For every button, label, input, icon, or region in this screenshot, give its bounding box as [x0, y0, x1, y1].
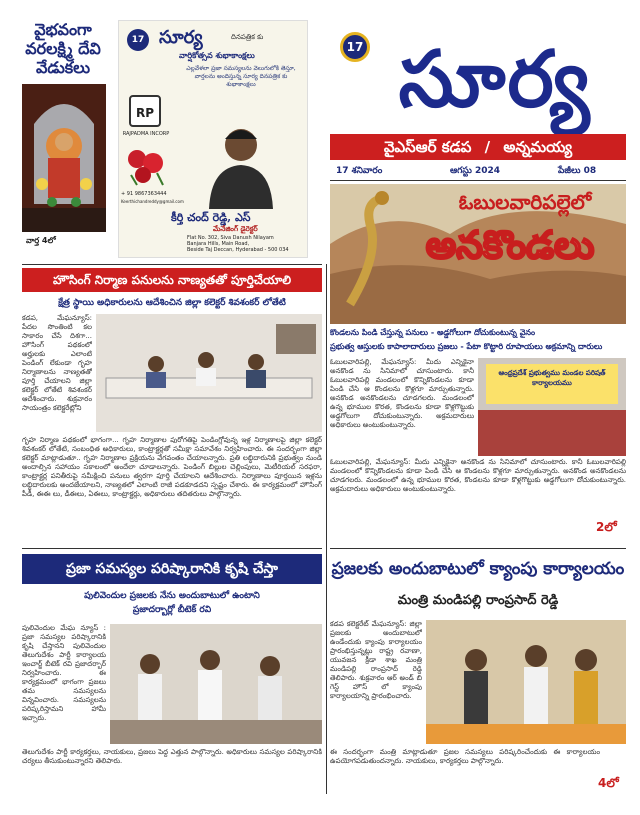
- praja-top-rule: [22, 548, 322, 549]
- camp-photo: [426, 620, 626, 744]
- camp-continued: 4లో: [598, 776, 619, 790]
- flowers-icon: [123, 145, 171, 187]
- housing-top-rule: [22, 264, 322, 265]
- housing-col1: కడప, మేఘన్యూస్: పేదల సొంతింటి కల సాకారం చేసే దిశగా... హౌసింగ్ పథకంలో అర్హులకు ఎలాంటి పెండింగ్ లేకుండా గృహ నిర్మాణాలను నాణ్యతతో పూర్తి చేయాలని జిల్లా కలెక్టర్ లోతేటి శివశంకర్ ఆదేశించారు. శుక్రవారం సాయంత్రం కలెక్టరేట్లోని: [22, 314, 92, 412]
- goddess-photo: [22, 84, 106, 232]
- camp-headline: ప్రజలకు అందుబాటులో క్యాంపు కార్యాలయం: [331, 559, 625, 579]
- ad-address-line2: Banjara Hills, Main Road,: [187, 241, 250, 247]
- feature-headline-top: ఓబులవారిపల్లెలో: [458, 190, 592, 214]
- darbar-image: [110, 624, 322, 744]
- person-image: [191, 115, 291, 209]
- praja-subhead-1: పులివెందుల ప్రజలకు నేను అందుబాటులో ఉంటాని: [84, 591, 260, 601]
- ad-phone: + 91 9867363444: [121, 191, 167, 197]
- goddess-image: [22, 84, 106, 232]
- masthead-title: సూర్య: [398, 34, 592, 125]
- ad-person-photo: [191, 115, 291, 209]
- page-count: పేజీలు 08: [558, 166, 597, 176]
- feature-headline-big: అనకొండలు: [425, 222, 595, 267]
- camp-body: ఈ సందర్భంగా మంత్రి మాట్లాడుతూ ప్రజల సమస్యలు పరిష్కరించేందుకు ఈ కార్యాలయం ఉపయోగపడుతుందన్నారు. నాయకులు, కార్యకర్తలు పాల్గొన్నారు.: [330, 748, 600, 765]
- praja-headline: ప్రజా సమస్యల పరిష్కారానికి కృషి చేస్తా: [22, 554, 322, 584]
- praja-col1: పులివెందుల మేఘ న్యూస్ : ప్రజా సమస్యల పరిష్కారానికి కృషి చేస్తానని పులివెందుల తెలుగుదేశం పార్టీ కార్యాలయ ఇంచార్జ్ బీటెక్ రవి ప్రజాదర్బార్ నిర్వహించారు. ఈ కార్యక్రమంలో భాగంగా ప్రజలు తమ సమస్యలను విన్నవించారు. సమస్యలను పరిష్కరిస్తామని హామీ ఇచ్చారు.: [22, 624, 106, 722]
- column-divider: [326, 264, 327, 794]
- feature-body-wide: ఓబులవారిపల్లి, మేఘన్యూస్: మీదు ఎన్నికైనా అనకొండ ను సినిమాలో చూసుంటారు. కానీ ఓబులవారిపల్లి మండలంలో కొన్నికొండలను కూడా పిండి చేసి ఆ కొండలను కొళ్లగూ మార్చుతున్నారు. అనకొండ అనకొండలను చూడగలరు. మండలంలో ఉన్న భూముల కొరత, కొండలను కూడా కొళ్లగొట్టుకు అడ్డగోలుగా దోచుకుంటున్నారు. అక్రమదారులు అధికారులు అంటుకుంటున్నారు.: [330, 458, 626, 493]
- ad-badge: 17: [127, 29, 149, 51]
- camp-image: [426, 620, 626, 744]
- edition-separator: /: [484, 138, 491, 156]
- ad-greeting: వార్షికోత్సవ శుభాకాంక్షలు: [179, 51, 255, 60]
- ad-brand-tag: దినపత్రిక కు: [231, 33, 264, 41]
- anniversary-ad: [118, 20, 308, 258]
- meeting-image: [96, 314, 322, 432]
- dateline: [330, 162, 626, 180]
- housing-subhead: క్షేత్ర స్థాయి అధికారులను ఆదేశించిన జిల్లా కలెక్టర్ శివశంకర్ లోతేటి: [58, 298, 286, 308]
- praja-photo: [110, 624, 322, 744]
- ad-company: RAJPADMA INCORP: [122, 131, 170, 137]
- ad-brand: సూర్య: [159, 27, 203, 48]
- masthead-rule: [330, 180, 626, 181]
- ad-person-title: మేనేజింగ్ డైరెక్టర్: [213, 225, 258, 233]
- ad-email: Keerthichandreddy@gmail.com: [121, 199, 184, 204]
- housing-body: గృహ నిర్మాణ పథకంలో భాగంగా... గృహ నిర్మాణాల పురోగతిపై పెండింగ్లోవున్న ఇళ్ల నిర్మాణాలపై జిల్లా కలెక్టర్ శివశంకర్ లోతేటి, సంబంధిత అధికారులు, కాంట్రాక్టర్లతో సమీక్షా సమావేశం నిర్వహించారు. ఈ సందర్భంగా జిల్లా కలెక్టర్ మాట్లాడుతూ.. గృహ నిర్మాణాల ప్రక్రియను వేగవంతం చేయాలన్నారు. ప్రతి లబ్ధిదారునికి ప్రభుత్వం నుండి అందాల్సిన సహాయం సకాలంలో అందేలా చూడాలన్నారు. పెండింగ్ బిల్లుల చెల్లింపులు, మెటీరియల్ సరఫరా, కాంట్రాక్టర్ల పనితీరుపై సమీక్షించి పనులు త్వరగా పూర్తి చేయాలని ఆదేశించారు. నిర్మాణాలు పూర్తయిన ఇళ్లను లబ్ధిదారులకు అందజేయాలని, నాణ్యతలో ఎలాంటి రాజీ పడకూడదని స్పష్టం చేశారు. ఈ కార్యక్రమంలో హౌసింగ్ పీడీ, ఈఈ లు, డీఈలు, ఏఈలు, కాంట్రాక్టర్లు, అధికారులు తదితరులు పాల్గొన్నారు.: [22, 436, 322, 498]
- building-walls: [478, 410, 626, 456]
- date-month: ఆగస్టు 2024: [450, 166, 501, 176]
- mandal-building-photo: [478, 358, 626, 456]
- date-day: 17 శనివారం: [336, 166, 383, 176]
- housing-meeting-photo: [96, 314, 322, 432]
- building-sign: ఆంధ్రప్రదేశ్ ప్రభుత్వము మండల పరిషత్ కార్యాలయము: [486, 364, 618, 404]
- feature-continued: 2లో: [596, 520, 617, 534]
- edition-bar: [330, 134, 626, 160]
- ad-flowers: [123, 145, 171, 187]
- feature-caption-2: ప్రభుత్వ ఆస్తులకు కాపాలాదారులు ప్రజలు - పేటా కొట్టారి రూపాయలు అక్రమాన్ని దారులు: [330, 342, 603, 351]
- housing-headline: హౌసింగ్ నిర్మాణ పనులను నాణ్యతతో పూర్తిచేయాలి: [22, 268, 322, 292]
- edition-right: అన్నమయ్య: [503, 138, 573, 156]
- ad-address-line3: Beside Taj Deccan, Hyderabad - 500 034: [187, 247, 289, 253]
- ad-address-line1: Flat No. 302, Siva Danush Nilayam: [187, 235, 274, 241]
- left-top-caption: వార్త 4లో: [26, 236, 56, 245]
- praja-subhead-2: ప్రజాదర్బార్లో బీటెక్ రవి: [132, 605, 212, 615]
- feature-body: ఓబులవారిపల్లి, మేఘన్యూస్: మీదు ఎన్నికైనా అనకొండ ను సినిమాలో చూసుంటారు. కానీ ఓబులవారిపల్లి మండలంలో కొన్నికొండలను కూడా పిండి చేసి ఆ కొండలను కొళ్లగూ మార్చుతున్నారు. అనకొండ అనకొండలను చూడగలరు. మండలంలో ఉన్న భూముల కొరత, కొండలను కూడా కొళ్లగొట్టుకు అడ్డగోలుగా దోచుకుంటున్నారు. అక్రమదారులు అధికారులు అంటుకుంటున్నారు.: [330, 358, 474, 429]
- feature-caption-1: కొండలను పిండి చేస్తున్న పనులు - అడ్డగోలుగా దోచుకుంటున్న వైనం: [330, 328, 536, 337]
- anniversary-badge: 17: [340, 32, 370, 62]
- camp-col1: కడప కలెక్టరేట్ మేఘన్యూస్: జిల్లా ప్రజలకు అందుబాటులో ఉండేందుకు క్యాంపు కార్యాలయం ప్రారంభిస్తున్నట్లు రాష్ట్ర రవాణా, యువజన క్రీడా శాఖ మంత్రి మండిపల్లి రాంప్రసాద్ రెడ్డి తెలిపారు. శుక్రవారం ఆర్ అండ్ బి గెస్ట్ హౌస్ లో క్యాంపు కార్యాలయాన్ని ప్రారంభించారు.: [330, 620, 422, 700]
- ad-logo: RP: [129, 95, 161, 127]
- left-top-headline: వైభవంగా వరలక్ష్మి దేవి వేడుకలు: [25, 20, 101, 77]
- praja-col2: తెలుగుదేశం పార్టీ కార్యకర్తలు, నాయకులు, ప్రజలు పెద్ద ఎత్తున పాల్గొన్నారు. అధికారులు సమస్యల పరిష్కారానికి చర్యలు తీసుకుంటున్నారని తెలిపారు.: [22, 748, 322, 765]
- ad-body: ఎల్లవేళలా ప్రజా సమస్యలను వెలుగులోకి తెస్తూ, వార్తలను అందిస్తున్న సూర్య దినపత్రిక కు శుభాకాంక్షలు: [186, 65, 296, 88]
- ad-person-name: కీర్తి చంద్ రెడ్డి, ఎస్: [171, 211, 251, 224]
- camp-top-rule: [330, 548, 626, 549]
- edition-left: వైఎస్ఆర్ కడప: [383, 138, 472, 156]
- camp-subhead: మంత్రి మండిపల్లి రాంప్రసాద్ రెడ్డి: [397, 593, 559, 608]
